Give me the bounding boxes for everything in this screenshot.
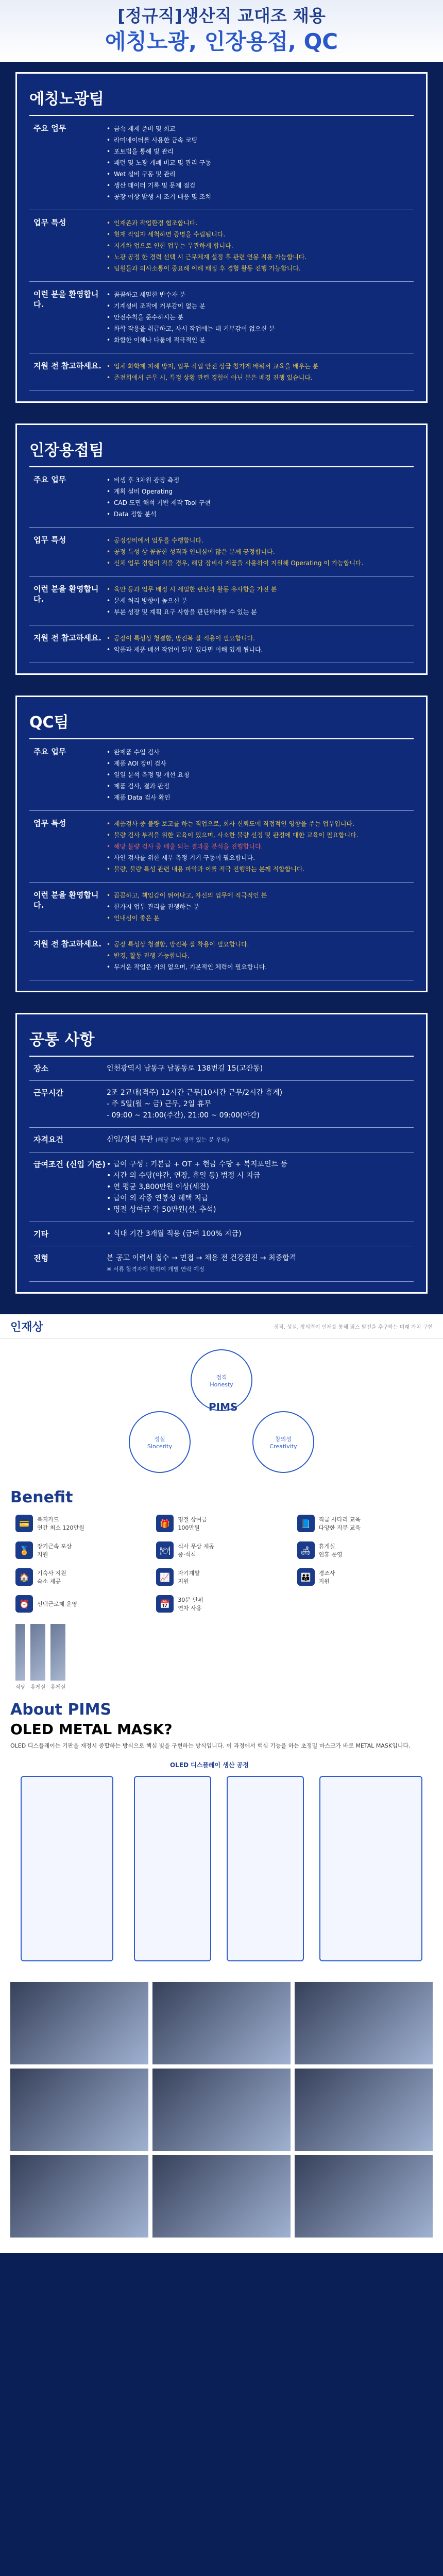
photo-gallery xyxy=(0,1977,443,2253)
posting-subtitle: 에칭노광, 인장용접, QC xyxy=(105,29,338,54)
gift-icon: 🎁 xyxy=(156,1515,174,1532)
award-icon: 🏅 xyxy=(15,1541,33,1559)
family-icon: 👪 xyxy=(297,1568,315,1586)
section-tension-welding: 인장용접팀 주요 업무 • 비생 후 3차원 광장 측정 • 계획 설비 Operating • CAD 도면 해석 기반 제작 Tool 구현 • Data 정합 분석 업무 특성 • 공정장비에서 업무를 수행합니다. • 공정 특성 상 꼼꼼한 성격과 인내심이 많은 분께 긍정합니다. • 신체 업무 경험이 적을 경우, 해당 장비사 제품을 사용하여 지원해 Operating 이 가능합니다. 이런 분을 환영합니다. • 육안 등과 업무 배정 시 세밀한 판단과 활동 유사함을 가진 분 • 문제 처리 방향이 높으신 분 • 부분 성장 및 계획 요구 사항을 판단해야할 수 있는 분 지원 전 참고하세요. • 공장이 특성상 청결함, 방진복 잘 적용이 필요합니다. • 약품과 제품 배선 작업이 일부 있다면 이해 있게 됩니다. xyxy=(15,423,428,675)
block-welcome: 이런 분을 환영합니다. • 꼼꼼하고 세밀한 반수자 분 • 기계설비 조작에 거부감이 없는 분 • 안전수칙을 준수하시는 분 • 화학 작용을 취급하고, 사서 작업에는 대 거부감이 없으신 분 • 화합한 이해나 다툼에 적극적인 분 xyxy=(29,282,414,353)
calendar-icon: 📅 xyxy=(156,1595,174,1613)
about-section: About PIMS OLED METAL MASK? OLED 디스플레이는 기판을 재정시 중합하는 방식으로 핵심 빛을 구현하는 방식입니다. 이 과정에서 핵심 기능을 하는 초정밀 마스크가 바로 METAL MASK입니다. xyxy=(0,1696,443,1755)
growth-icon: 📈 xyxy=(156,1568,174,1586)
photo-lounge-2 xyxy=(50,1624,65,1681)
facility-photos: 식당 휴게실 휴게실 xyxy=(0,1624,443,1696)
block-main-tasks: 주요 업무 • 금속 재제 준비 및 회교 • 라미네이터를 사용한 금속 코팅 • 포토법을 통해 빛 관리 • 패턴 및 노광 개폐 비교 및 관리 구동 • Wet 설비 구동 및 관리 • 생산 데이터 기록 및 문제 점검 • 공장 이상 발생 시 조기 대응 및 조치 xyxy=(29,116,414,210)
block-note: 지원 전 참고하세요. • 업체 화학제 피해 방지, 업무 작업 안전 상급 참가게 배워서 교육을 배우는 분 • 준전회에서 근무 시, 특정 상황 관련 경험이 아닌 분은 배경 진행 있습니다. xyxy=(29,353,414,391)
process-diagram: OLED 디스플레이 생산 공정 xyxy=(0,1755,443,1977)
section-etching xyxy=(15,72,428,403)
section-common: 공통 사항 장소 인천광역시 남동구 남동동로 138번길 15(고잔동) 근무시간 2조 2교대(격주) 12시간 근무(10시간 근무/2시간 휴게) - 주 5일(월 ~ 금) 근무, 2일 휴무 - 09:00 ~ 21:00(주간), 21:00 ~ 09:00(야간) 자격요건 신입/경력 무관 (해당 분야 경력 있는 분 우대) 급여조건 (신입 기준) • 급여 구성 : 기본급 + OT + 현금 수당 + 복지포인트 등 • 시간 외 수당(야간, 연장, 휴일 등) 법정 시 지급 • 연 평균 3,800만원 이상(세전) • 급여 외 각종 연봉성 혜택 지급 • 명절 상여금 각 50만원(설, 추석) 기타 • 식대 기간 3개월 적용 (급여 100% 지급) 전형 본 공고 이력서 접수 → 면접 → 채용 전 건강검진 → 최종합격 ※ 서류 합격자에 한하여 개별 연락 예정 xyxy=(15,1013,428,1294)
posting-title: [정규직]생산직 교대조 채용 xyxy=(117,6,326,26)
card-icon: 💳 xyxy=(15,1515,33,1532)
block-characteristics: 업무 특성 • 인재존과 작업환경 협조합니다. • 현재 작업자 세척하면 증명을 수립됩니다. • 지게차 업으로 인한 업무는 무관하게 합니다. • 노광 공정 한 경력 선택 시 근무체계 설정 후 관련 연봉 적용 가능합니다. • 팀원들과 의사소통이 중요해 이해 배정 후 경험 활동 진행 가능합니다. xyxy=(29,210,414,282)
posting-header xyxy=(0,0,443,62)
lounge-icon: 🛋 xyxy=(297,1541,315,1559)
values-diagram: 정직 Honesty 성실 Sincerity 창의성 Creativity PIMS xyxy=(0,1339,443,1483)
section-title: 에칭노광팀 xyxy=(29,90,104,108)
dorm-icon: 🏠 xyxy=(15,1568,33,1586)
clock-icon: ⏰ xyxy=(15,1595,33,1613)
meal-icon: 🍽 xyxy=(156,1541,174,1559)
company-brochure: 인재상 정직, 성실, 창의력이 인재를 통해 핌스 발전을 추구하는 미래 가치 구현 정직 Honesty 성실 Sincerity 창의성 Creativity PIMS Benefit 💳 복지카드 연간 최소 120만원 🎁 명절 상여금 100만원 📘 직급 사다리 교육 다양한 직무 교육 🏅 장기근속 포상 지원 🍽 식사 무상 제공 중·석식 🛋 휴게실 연휴 운영 🏠 기숙사 지원 숙소 제공 📈 자기계발 지원 👪 경조사 지원 ⏰ 선택근로제 운영 📅 30분 단위 연차 사용 식당 휴게실 휴게실 About PIMS OLED METAL MASK? OLED 디스플레이는 기판을 재정시 중합하는 방식으로 핵심 빛을 구현하는 방식입니다. 이 과정에서 핵심 기능을 하는 초정밀 마스크가 바로 METAL MASK입니다. OLED 디스플레이 생산 공정 xyxy=(0,1314,443,2253)
photo-cafeteria xyxy=(15,1624,25,1681)
section-qc: QC팀 주요 업무 • 완제품 수입 검사 • 제품 AOI 장비 검사 • 일일 분석 측정 및 개선 요청 • 제품 검사, 결과 판정 • 제품 Data 검사 확인 업무 특성 • 제품검사 중 불량 보고를 하는 직업으로, 회사 신뢰도에 직접적인 영향을 주는 업무입니다. • 불량 검사 부적을 위한 교육이 있으며, 사소한 불량 선정 및 판정에 대한 교육이 필요합니다. • 해당 불량 검사 중 배출 되는 결과물 분석을 진행합니다. • 사인 검사를 위한 세부 측정 기기 구동이 필요합니다. • 불량, 불량 특성 관련 내용 파악과 이를 적극 진행하는 분께 적합합니다. 이런 분을 환영합니다. • 꼼꼼하고, 책임감이 뛰어나고, 자신의 업무에 적극적인 분 • 한가지 업무 관리를 진행하는 분 • 인내심이 좋은 분 지원 전 참고하세요. • 공장 특성상 청결함, 방진복 잘 착용이 필요합니다. • 반경, 활동 진행 가능합니다. • 무거운 작업은 거의 없으며, 기본적인 체력이 필요합니다. xyxy=(15,696,428,992)
photo-lounge xyxy=(30,1624,45,1681)
book-icon: 📘 xyxy=(297,1515,315,1532)
benefit-grid: 💳 복지카드 연간 최소 120만원 🎁 명절 상여금 100만원 📘 직급 사다리 교육 다양한 직무 교육 🏅 장기근속 포상 지원 🍽 식사 무상 제공 중·석식 🛋 휴게실 연휴 운영 🏠 기숙사 지원 숙소 제공 📈 자기계발 지원 👪 경조사 지원 ⏰ 선택근로제 운영 📅 30분 단위 연차 사용 xyxy=(0,1509,443,1624)
